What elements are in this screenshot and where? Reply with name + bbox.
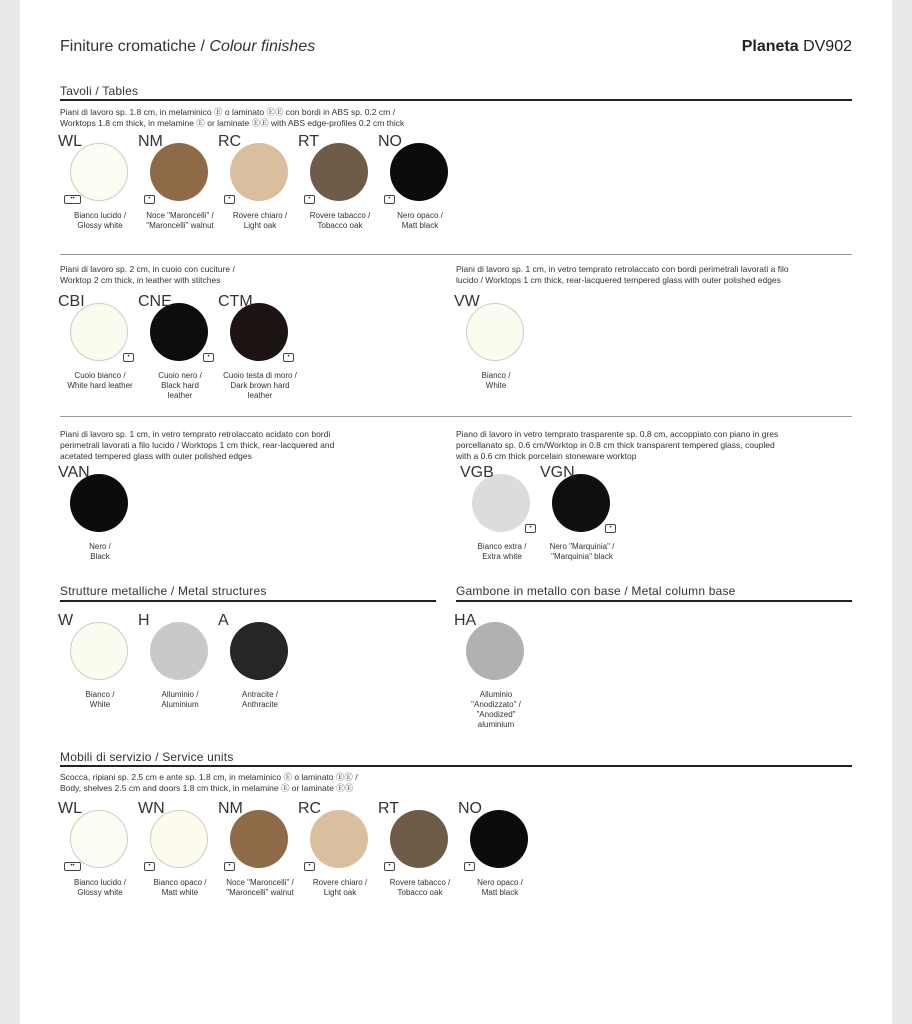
caption-line: Bianco extra / [477, 542, 527, 551]
color-swatch-circle [230, 303, 288, 361]
caption-line: Aluminium [161, 700, 199, 709]
desc-line: with a 0.6 cm thick porcelain stoneware worktop [456, 451, 637, 461]
finish-code: NO [378, 133, 402, 150]
finish-caption [372, 211, 468, 231]
caption-line: Bianco lucido / [73, 211, 127, 220]
title-separator: / [196, 38, 210, 55]
finish-code: HA [454, 612, 477, 629]
caption-line: Nero / [89, 542, 111, 551]
melamine-icon: • [123, 353, 134, 362]
finish-code: CNE [138, 293, 172, 310]
caption-line: White [485, 381, 507, 390]
desc-line: Piani di lavoro sp. 1 cm, in vetro temprato retrolaccato con bordi perimetrali lavorati a filo [456, 264, 789, 274]
melamine-icon: • [464, 862, 475, 871]
service-description [60, 772, 358, 794]
caption-line: Light oak [243, 221, 277, 230]
caption-line: Rovere tabacco / [389, 878, 451, 887]
melamine-icon: • [304, 195, 315, 204]
melamine-icon: • [224, 862, 235, 871]
caption-line: aluminium [477, 720, 515, 729]
section-rule [456, 600, 852, 602]
melamine-icon: • [304, 862, 315, 871]
finish-caption [448, 371, 544, 391]
caption-line: Light oak [323, 888, 357, 897]
caption-line: leather [247, 391, 273, 400]
color-swatch-circle [390, 143, 448, 201]
desc-line: Worktop 2 cm thick, in leather with stitches [60, 275, 221, 285]
finish-code: NM [138, 133, 163, 150]
color-swatch-circle [552, 474, 610, 532]
caption-line: "Maroncelli" walnut [226, 888, 294, 897]
desc-line: Piani di lavoro sp. 1.8 cm, in melaminico Ⓔ o laminato ⒺⒺ con bordi in ABS sp. 0.2 cm / [60, 107, 395, 117]
caption-line: Bianco / [85, 690, 115, 699]
caption-line: Rovere chiaro / [312, 878, 368, 887]
color-swatch-circle [466, 622, 524, 680]
catalog-page [20, 0, 892, 1024]
color-swatch-circle [470, 810, 528, 868]
caption-line: Matt white [161, 888, 199, 897]
color-swatch-circle [150, 810, 208, 868]
caption-line: Alluminio [479, 690, 513, 699]
caption-line: Cuoio bianco / [74, 371, 126, 380]
color-swatch-circle [230, 622, 288, 680]
caption-line: Anthracite [241, 700, 279, 709]
finish-code: RC [218, 133, 242, 150]
desc-line: Piano di lavoro in vetro temprato trasparente sp. 0.8 cm, accoppiato con piano in gres [456, 429, 779, 439]
caption-line: White hard leather [67, 381, 133, 390]
tables-description [60, 107, 404, 129]
divider [60, 416, 852, 417]
caption-line: "Anodized" [476, 710, 516, 719]
caption-line: Alluminio / [161, 690, 199, 699]
color-swatch-circle [150, 622, 208, 680]
melamine-icon: • [525, 524, 536, 533]
laminate-icon: •• [64, 195, 81, 204]
desc-line: Piani di lavoro sp. 2 cm, in cuoio con cuciture / [60, 264, 235, 274]
desc-line: Body, shelves 2.5 cm and doors 1.8 cm thick, in melamine Ⓔ or laminate ⒺⒺ [60, 783, 354, 793]
desc-line: perimetrali lavorati a filo lucido / Worktops 1 cm thick, rear-lacquered and [60, 440, 335, 450]
caption-line: Tobacco oak [317, 221, 363, 230]
section-title-tables: Tavoli / Tables [60, 84, 139, 98]
caption-line: Bianco lucido / [73, 878, 127, 887]
caption-line: White [89, 700, 111, 709]
color-swatch-circle [390, 810, 448, 868]
desc-line: Piani di lavoro sp. 1 cm, in vetro temprato retrolaccato acidato con bordi [60, 429, 331, 439]
caption-line: Black [90, 552, 110, 561]
finish-caption [448, 690, 544, 730]
caption-line: Nero opaco / [477, 878, 523, 887]
caption-line: Nero opaco / [397, 211, 443, 220]
finish-caption [212, 690, 308, 710]
section-title-metal: Strutture metalliche / Metal structures [60, 584, 267, 598]
caption-line: Dark brown hard [230, 381, 290, 390]
color-swatch-circle [70, 474, 128, 532]
caption-line: Nero "Marquinia" / [549, 542, 615, 551]
finish-code: WL [58, 800, 82, 817]
caption-line: Bianco / [481, 371, 511, 380]
color-swatch-circle [230, 143, 288, 201]
laminate-icon: •• [64, 862, 81, 871]
color-swatch-circle [230, 810, 288, 868]
finish-code: VW [454, 293, 480, 310]
color-swatch-circle [70, 810, 128, 868]
finish-code: VAN [58, 464, 90, 481]
finish-caption [452, 878, 548, 898]
section-rule [60, 765, 852, 767]
color-swatch-circle [466, 303, 524, 361]
color-swatch-circle [150, 303, 208, 361]
section-rule [60, 99, 852, 101]
caption-line: "Marquinia" black [551, 552, 613, 561]
caption-line: Noce "Maroncelli" / [226, 878, 294, 887]
product-name [742, 38, 852, 56]
acid-glass-description [60, 429, 334, 462]
finish-code: NO [458, 800, 482, 817]
caption-line: Glossy white [77, 888, 123, 897]
finish-code: VGN [540, 464, 575, 481]
model-code: DV902 [798, 38, 852, 55]
leather-description [60, 264, 235, 286]
color-swatch-circle [310, 143, 368, 201]
caption-line: leather [167, 391, 193, 400]
caption-line: Matt black [401, 221, 439, 230]
melamine-icon: • [283, 353, 294, 362]
finish-code: RC [298, 800, 322, 817]
desc-line: acetated tempered glass with outer polished edges [60, 451, 252, 461]
divider [60, 254, 852, 255]
finish-code: VGB [460, 464, 494, 481]
desc-line: porcellanato sp. 0.6 cm/Worktop in 0.8 cm thick transparent tempered glass, coupled [456, 440, 775, 450]
melamine-icon: • [203, 353, 214, 362]
finish-code: CTM [218, 293, 253, 310]
melamine-icon: • [144, 862, 155, 871]
finish-code: WL [58, 133, 82, 150]
color-swatch-circle [70, 303, 128, 361]
melamine-icon: • [605, 524, 616, 533]
section-rule [60, 600, 436, 602]
page-title [60, 38, 315, 56]
finish-code: RT [298, 133, 320, 150]
section-title-column: Gambone in metallo con base / Metal column base [456, 584, 736, 598]
title-english: Colour finishes [209, 38, 316, 55]
caption-line: Antracite / [241, 690, 278, 699]
finish-caption [212, 371, 308, 401]
caption-line: "Anodizzato" / [471, 700, 521, 709]
color-swatch-circle [472, 474, 530, 532]
brand-name: Planeta [741, 38, 799, 55]
caption-line: Bianco opaco / [153, 878, 207, 887]
caption-line: Rovere chiaro / [232, 211, 288, 220]
finish-code: NM [218, 800, 243, 817]
desc-line: lucido / Worktops 1 cm thick, rear-lacquered tempered glass with outer polished edges [456, 275, 781, 285]
title-italian: Finiture cromatiche [60, 38, 197, 55]
color-swatch-circle [310, 810, 368, 868]
melamine-icon: • [144, 195, 155, 204]
finish-code: RT [378, 800, 400, 817]
porcelain-description [456, 429, 778, 462]
melamine-icon: • [384, 195, 395, 204]
caption-line: Cuoio nero / [158, 371, 202, 380]
finish-caption [52, 542, 148, 562]
desc-line: Worktops 1.8 cm thick, in melamine Ⓔ or laminate ⒺⒺ with ABS edge-profiles 0.2 cm thick [60, 118, 405, 128]
color-swatch-circle [70, 143, 128, 201]
finish-code: A [218, 612, 229, 629]
caption-line: Extra white [482, 552, 522, 561]
caption-line: Glossy white [77, 221, 123, 230]
caption-line: Tobacco oak [397, 888, 443, 897]
finish-code: WN [138, 800, 165, 817]
finish-code: W [58, 612, 74, 629]
finish-code: H [138, 612, 150, 629]
color-swatch-circle [70, 622, 128, 680]
caption-line: Matt black [481, 888, 519, 897]
caption-line: "Maroncelli" walnut [146, 221, 214, 230]
glass-description [456, 264, 789, 286]
finish-code: CBI [58, 293, 85, 310]
caption-line: Rovere tabacco / [309, 211, 371, 220]
caption-line: Black hard [161, 381, 199, 390]
color-swatch-circle [150, 143, 208, 201]
caption-line: Cuoio testa di moro / [223, 371, 297, 380]
caption-line: Noce "Maroncelli" / [146, 211, 214, 220]
melamine-icon: • [384, 862, 395, 871]
section-title-service: Mobili di servizio / Service units [60, 750, 234, 764]
desc-line: Scocca, ripiani sp. 2.5 cm e ante sp. 1.8 cm, in melaminico Ⓔ o laminato ⒺⒺ / [60, 772, 358, 782]
melamine-icon: • [224, 195, 235, 204]
finish-caption [534, 542, 630, 562]
